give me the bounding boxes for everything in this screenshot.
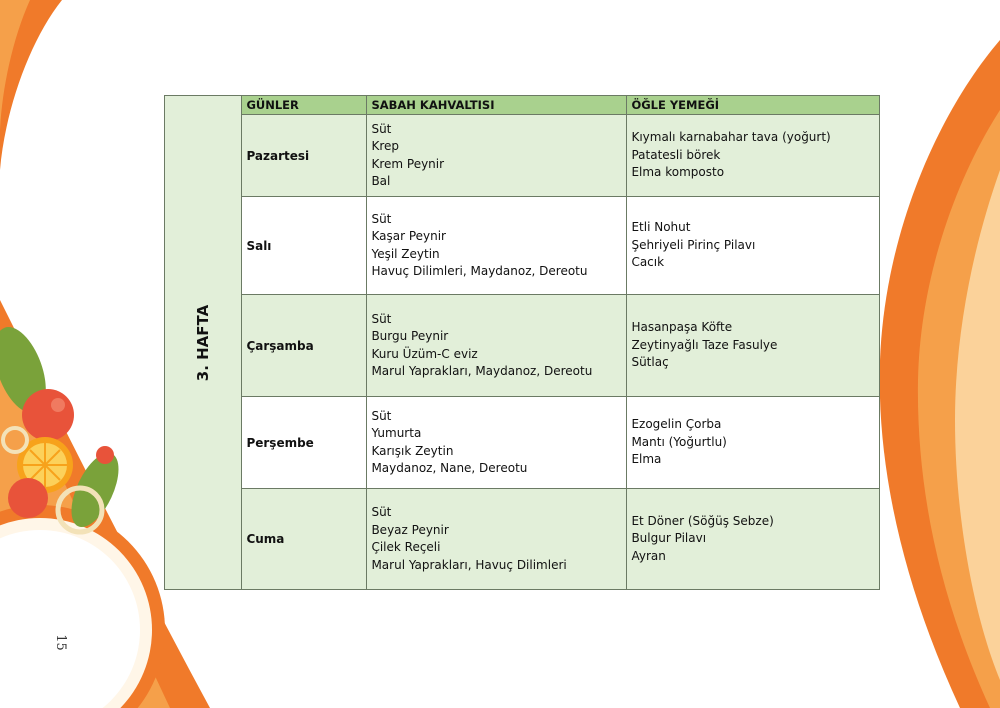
lunch-item: Patatesli börek (631, 147, 721, 162)
lunch-item: Elma (631, 452, 662, 467)
breakfast-cell (367, 115, 627, 197)
breakfast-cell (367, 295, 627, 397)
day-cell: Cuma (242, 489, 367, 590)
breakfast-item: Çilek Reçeli (371, 540, 441, 554)
breakfast-item: Bal (371, 174, 391, 188)
day-cell: Salı (242, 197, 367, 295)
breakfast-item: Yeşil Zeytin (371, 246, 440, 261)
table-row (165, 295, 880, 397)
breakfast-cell (367, 197, 627, 295)
lunch-cell (627, 197, 880, 295)
table-row (165, 197, 880, 295)
breakfast-item: Havuç Dilimleri, Maydanoz, Dereotu (371, 264, 588, 278)
lunch-item: Ezogelin Çorba (631, 417, 722, 432)
lunch-item: Cacık (631, 255, 665, 270)
breakfast-item: Burgu Peynir (371, 329, 449, 343)
header-lunch: ÖĞLE YEMEĞİ (627, 96, 880, 115)
breakfast-cell (367, 489, 627, 590)
breakfast-item: Süt (371, 408, 392, 423)
week-label: 3. HAFTA (194, 304, 213, 381)
page-number: 15 (52, 634, 68, 651)
lunch-item: Sütlaç (631, 355, 669, 370)
breakfast-item: Kuru Üzüm-C eviz (371, 346, 478, 361)
table-row (165, 489, 880, 590)
breakfast-item: Marul Yaprakları, Maydanoz, Dereotu (371, 364, 593, 378)
lunch-item: Hasanpaşa Köfte (631, 320, 733, 335)
lunch-item: Etli Nohut (631, 220, 691, 235)
lunch-item: Elma komposto (631, 165, 725, 180)
table-header-row (165, 96, 880, 115)
day-cell: Çarşamba (242, 295, 367, 397)
lunch-cell (627, 295, 880, 397)
day-cell: Pazartesi (242, 115, 367, 197)
breakfast-item: Yumurta (371, 426, 422, 440)
breakfast-item: Marul Yaprakları, Havuç Dilimleri (371, 557, 567, 572)
breakfast-item: Maydanoz, Nane, Dereotu (371, 461, 528, 475)
lunch-cell (627, 489, 880, 590)
breakfast-item: Krep (371, 139, 399, 153)
breakfast-item: Süt (371, 505, 392, 519)
breakfast-item: Süt (371, 211, 392, 226)
header-days: GÜNLER (242, 96, 367, 115)
lunch-cell (627, 397, 880, 489)
lunch-cell (627, 115, 880, 197)
lunch-item: Ayran (631, 548, 666, 563)
breakfast-cell (367, 397, 627, 489)
weekly-menu-table (164, 95, 880, 590)
breakfast-item: Süt (371, 311, 392, 326)
lunch-item: Şehriyeli Pirinç Pilavı (631, 237, 756, 252)
lunch-item: Kıymalı karnabahar tava (yoğurt) (631, 130, 831, 145)
breakfast-item: Krem Peynir (371, 156, 445, 171)
lunch-item: Mantı (Yoğurtlu) (631, 434, 727, 449)
breakfast-item: Karışık Zeytin (371, 443, 454, 458)
week-label-cell (165, 96, 242, 590)
table-row (165, 115, 880, 197)
table-row (165, 397, 880, 489)
lunch-item: Zeytinyağlı Taze Fasulye (631, 337, 778, 352)
day-cell: Perşembe (242, 397, 367, 489)
lunch-item: Et Döner (Söğüş Sebze) (631, 513, 774, 528)
breakfast-item: Süt (371, 121, 392, 136)
breakfast-item: Beyaz Peynir (371, 522, 449, 537)
header-breakfast: SABAH KAHVALTISI (367, 96, 627, 115)
breakfast-item: Kaşar Peynir (371, 229, 446, 243)
lunch-item: Bulgur Pilavı (631, 531, 707, 546)
